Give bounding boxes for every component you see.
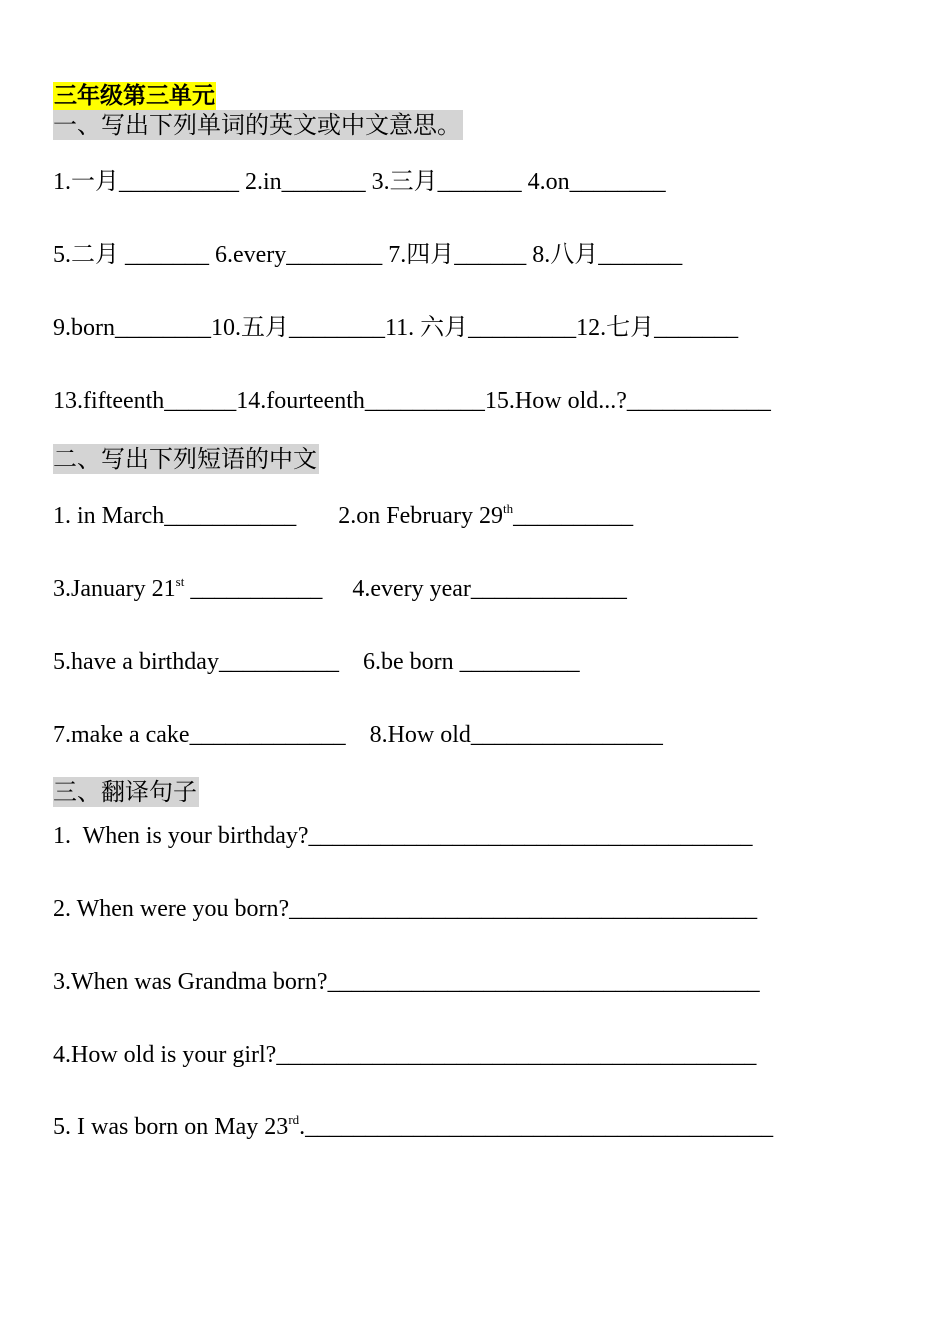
ordinal-suffix: th xyxy=(502,501,514,516)
worksheet-title: 三年级第三单元 xyxy=(54,83,215,109)
row-text: 7.make a cake_____________ 8.How old________________ xyxy=(53,722,663,748)
section-3-row-5 xyxy=(53,1112,773,1142)
ordinal-suffix: rd xyxy=(288,1112,300,1127)
section-2-heading: 二、写出下列短语的中文 xyxy=(53,445,317,473)
section-3-row-4 xyxy=(53,1040,756,1070)
row-text: 5.have a birthday__________ 6.be born __________ xyxy=(53,649,580,675)
section-1-heading: 一、写出下列单词的英文或中文意思。 xyxy=(53,111,461,139)
section-1-row-2: 5.二月 _______ 6.every________ 7.四月______ 8.八月_______ xyxy=(53,242,683,268)
row-text-tail: ___________ 4.every year_____________ xyxy=(184,576,627,602)
row-text: 4.How old is your girl?________________________________________ xyxy=(53,1042,757,1068)
row-text: 3.When was Grandma born?____________________________________ xyxy=(53,969,760,995)
section-3-heading: 三、翻译句子 xyxy=(53,778,197,806)
row-text: 1. When is your birthday?_____________________________________ xyxy=(53,823,753,849)
row-text: 1. in March___________ 2.on February 29 xyxy=(53,503,503,529)
section-1-row-1: 1.一月__________ 2.in_______ 3.三月_______ 4.on________ xyxy=(53,169,666,195)
section-2-row-2 xyxy=(53,574,627,604)
section-1-row-4: 13.fifteenth______14.fourteenth__________15.How old...?____________ xyxy=(53,388,771,414)
row-text: 2. When were you born?_______________________________________ xyxy=(53,896,758,922)
row-text-tail: ._______________________________________ xyxy=(299,1114,774,1140)
section-1-row-3: 9.born________10.五月________11. 六月_________12.七月_______ xyxy=(53,315,739,341)
row-text: 5. I was born on May 23 xyxy=(53,1114,289,1140)
section-3-row-3 xyxy=(53,967,760,997)
section-2-row-4 xyxy=(53,720,663,750)
row-text: 3.January 21 xyxy=(53,576,176,602)
section-2-row-3 xyxy=(53,647,580,677)
ordinal-suffix: st xyxy=(175,574,185,589)
section-2-row-1 xyxy=(53,501,633,531)
section-3-row-2 xyxy=(53,894,757,924)
row-text-tail: __________ xyxy=(513,503,634,529)
section-3-row-1 xyxy=(53,821,753,851)
